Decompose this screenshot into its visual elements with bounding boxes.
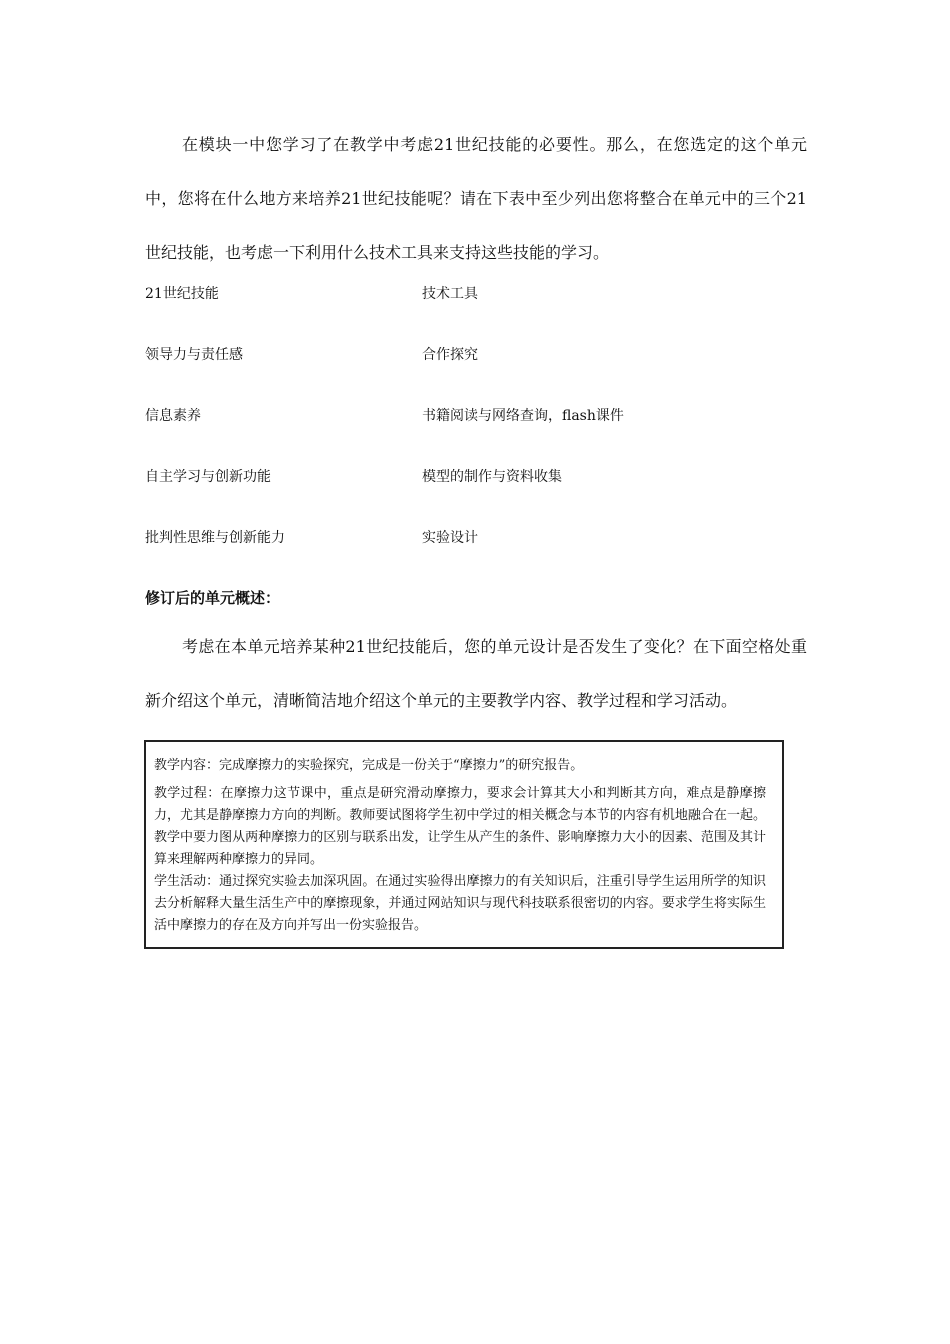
table-row (145, 528, 705, 589)
skills-table-header-row (145, 284, 705, 345)
tool-cell: 合作探究 (422, 347, 478, 363)
skill-cell: 批判性思维与创新能力 (145, 530, 285, 546)
table-row (145, 345, 705, 406)
revision-paragraph: 考虑在本单元培养某种21世纪技能后，您的单元设计是否发生了变化？在下面空格处重新介绍这个单元，清晰简洁地介绍这个单元的主要教学内容、教学过程和学习活动。 (145, 637, 807, 710)
skills-header-skill: 21世纪技能 (145, 286, 219, 302)
tool-cell: 书籍阅读与网络查询，flash课件 (422, 408, 624, 424)
skill-cell: 自主学习与创新功能 (145, 469, 271, 485)
skill-cell: 领导力与责任感 (145, 347, 243, 363)
teaching-process-text: 教学过程：在摩擦力这节课中，重点是研究滑动摩擦力，要求会计算其大小和判断其方向，难点是静摩擦力，尤其是静摩擦力方向的判断。教师要试图将学生初中学过的相关概念与本节的内容有机地融合在一起。教学中要力图从两种摩擦力的区别与联系出发，让学生从产生的条件、影响摩擦力大小的因素、范围及其计算来理解两种摩擦力的异同。 (154, 786, 766, 867)
teaching-content-text: 教学内容：完成摩擦力的实验探究，完成是一份关于“摩擦力”的研究报告。 (154, 758, 584, 773)
student-activities-text: 学生活动：通过探究实验去加深巩固。在通过实验得出摩擦力的有关知识后，注重引导学生运用所学的知识去分析解释大量生活生产中的摩擦现象，并通过网站知识与现代科技联系很密切的内容。要求学生将实际生活中摩擦力的存在及方向并写出一份实验报告。 (154, 874, 766, 933)
unit-summary-box (144, 740, 784, 949)
intro-paragraph: 在模块一中您学习了在教学中考虑21世纪技能的必要性。那么，在您选定的这个单元中，您将在什么地方来培养21世纪技能呢？请在下表中至少列出您将整合在单元中的三个21世纪技能，也考虑一下利用什么技术工具来支持这些技能的学习。 (145, 135, 807, 262)
table-row (145, 467, 705, 528)
revision-heading: 修订后的单元概述： (145, 589, 281, 607)
tool-cell: 模型的制作与资料收集 (422, 469, 562, 485)
table-row (145, 406, 705, 467)
skills-header-tool: 技术工具 (422, 286, 478, 302)
tool-cell: 实验设计 (422, 530, 478, 546)
skills-table (145, 284, 705, 589)
skill-cell: 信息素养 (145, 408, 201, 424)
